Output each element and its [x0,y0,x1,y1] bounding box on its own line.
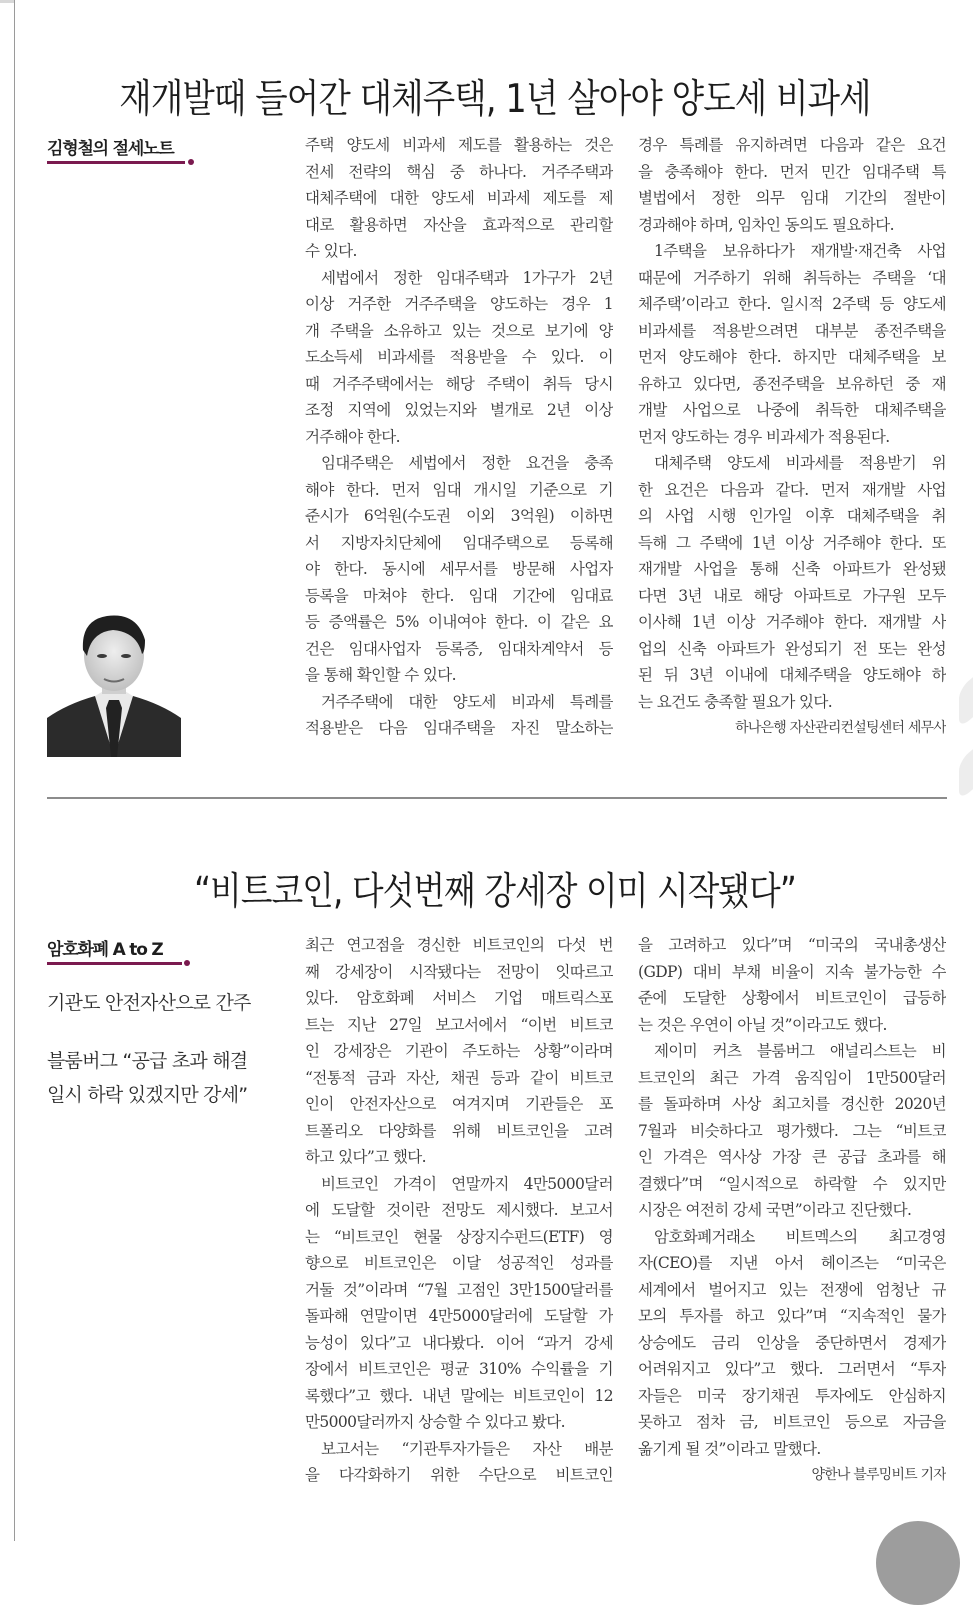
body-line: 제이미 커츠 블룸버그 애널리스트는 비 [654,1042,946,1060]
body-line: 등 증액률은 5% 이내여야 한다. 이 같은 요 [305,613,613,631]
body-line: 트코인의 최근 가격 움직임이 1만500달러 [638,1068,946,1087]
section-label-dot [184,960,190,966]
body-line: 7월과 비슷하다고 평가했다. 그는 “비트코 [638,1121,946,1140]
body-line: 별법에서 정한 의무 임대 기간의 절반이 [638,189,946,207]
body-line: 인 강세장은 기관이 주도하는 상황”이라며 [305,1042,613,1060]
article1-section-label [47,134,174,159]
article2-headline: “비트코인, 다섯번째 강세장 이미 시작됐다” [194,869,796,914]
body-line: 결했다”며 “일시적으로 하락할 수 있지만 [638,1174,946,1193]
body-line: 하고 있다”고 했다. [305,1148,426,1166]
body-line: 수 있다. [305,242,357,260]
body-line: 옮기게 될 것”이라고 말했다. [638,1439,821,1458]
body-line: 임대주택은 세법에서 정한 요건을 충족 [321,454,613,472]
body-line: 비트코인 가격이 연말까지 4만5000달러 [321,1174,613,1193]
article2-body-column-2 [638,932,946,1489]
body-line: 준에 도달한 상황에서 비트코인이 급등하 [638,989,946,1007]
article1-body-column-2 [638,132,946,742]
body-line: 체주택’이라고 한다. 일시적 2주택 등 양도세 [638,295,946,313]
body-line: 인이 안전자산으로 여겨지며 기관들은 포 [305,1095,613,1113]
body-line: 째 강세장이 시작됐다는 전망이 잇따르고 [305,962,613,981]
body-line: 경우 특례를 유지하려면 다음과 같은 요건 [638,136,946,154]
floating-action-button[interactable] [876,1521,960,1605]
body-line: 이상 거주한 거주주택을 양도하는 경우 1 [305,295,613,313]
article1-headline: 재개발때 들어간 대체주택, 1년 살아야 양도세 비과세 [119,77,871,123]
body-line: 적용받은 다음 임대주택을 자진 말소하는 [305,719,613,737]
body-line: 거주해야 한다. [305,427,400,446]
body-line: 못하고 점차 금, 비트코인 등으로 자금을 [638,1413,946,1431]
body-line: 만5000달러까지 상승할 수 있다고 봤다. [305,1413,565,1431]
body-line: 조정 지역에 있었는지와 별개로 2년 이상 [305,401,613,419]
body-line: 건은 임대사업자 등록증, 임대차계약서 등 [305,639,613,658]
body-line: 전세 전략의 핵심 중 하나다. 거주주택과 [305,162,613,181]
body-line: 득해 그 주택에 1년 이상 거주해야 한다. 또 [638,533,946,552]
body-line: 는 요건도 충족할 필요가 있다. [638,692,833,711]
body-line: 주택 양도세 비과세 제도를 활용하는 것은 [305,136,613,154]
article2-byline: 양한나 블루밍비트 기자 [811,1467,946,1483]
body-line: 는 것은 우연이 아닐 것”이라고도 했다. [638,1015,887,1034]
body-line: 자(CEO)를 지낸 아서 헤이즈는 “미국은 [638,1254,946,1272]
body-line: 암호화폐거래소 비트멕스의 최고경영 [654,1227,946,1246]
body-line: 보고서는 “기관투자가들은 자산 배분 [321,1439,613,1458]
body-line: 등록을 마쳐야 한다. 임대 기간에 임대료 [305,586,613,605]
body-line: 세계에서 벌어지고 있는 전쟁에 엄청난 규 [638,1280,946,1299]
body-line: 먼저 양도해야 한다. 하지만 대체주택을 보 [638,348,946,366]
body-line: 한 요건은 다음과 같다. 먼저 재개발 사업 [638,480,946,499]
body-line: 최근 연고점을 경신한 비트코인의 다섯 번 [305,936,613,954]
body-line: 비과세를 적용받으려면 대부분 종전주택을 [638,321,946,340]
article2-body-column-1 [305,932,613,1489]
body-line: 인 가격은 역사상 가장 큰 공급 초과를 해 [638,1148,946,1166]
section-label-underline [47,962,182,965]
body-line: 대체주택 양도세 비과세를 적용받기 위 [654,454,946,472]
body-line: 대로 활용하면 자산을 효과적으로 관리할 [305,215,613,234]
body-line: 상승에도 금리 인상을 중단하면서 경제가 [638,1333,946,1352]
section-label-text: 암호화폐 A to Z [47,940,163,960]
body-line: 경과해야 하며, 임차인 동의도 필요하다. [638,215,894,234]
section-label-text: 김형철의 절세노트 [47,139,174,159]
body-line: 재개발 사업을 통해 신축 아파트가 완성됐 [638,560,946,578]
article1-body-column-1 [305,132,613,742]
article2-section-label [47,935,163,960]
body-line: 모의 투자를 하고 있다”며 “지속적인 물가 [638,1307,946,1325]
page-corner [0,0,14,3]
columnist-portrait [47,600,181,757]
body-line: 세법에서 정한 임대주택과 1가구가 2년 [321,268,613,287]
body-line: 먼저 양도하는 경우 비과세가 적용된다. [638,427,890,446]
body-line: 에 도달할 것이란 전망도 제시했다. 보고서 [305,1201,613,1219]
body-line: 준시가 6억원(수도권 이외 3억원) 이하면 [305,507,613,525]
article-divider [47,797,947,799]
body-line: 시장은 여전히 강세 국면”이라고 진단했다. [638,1201,912,1219]
body-line: 이사해 1년 이상 거주해야 한다. 재개발 사 [638,613,946,631]
body-line: 를 돌파하며 사상 최고치를 경신한 2020년 [638,1095,946,1113]
page-edge-rule [14,0,15,1541]
body-line: 때 거주주택에서는 해당 주택이 취득 당시 [305,374,613,393]
body-line: 있다. 암호화폐 서비스 기업 매트릭스포 [305,989,613,1007]
body-line: 는 “비트코인 현물 상장지수펀드(ETF) 영 [305,1227,613,1246]
body-line: 도소득세 비과세를 적용받을 수 있다. 이 [305,348,613,366]
page-edge-mark [959,749,973,801]
body-line: 서 지방자치단체에 임대주택으로 등록해 [305,533,613,552]
body-line: 다면 3년 내로 해당 아파트로 가구원 모두 [638,586,946,605]
article2-subhead-1 [47,986,251,1020]
body-line: 의 사업 시행 인가일 이후 대체주택을 취 [638,507,946,525]
body-line: 때문에 거주하기 위해 취득하는 주택을 ‘대 [638,268,946,287]
body-line: 록했다”고 했다. 내년 말에는 비트코인이 12 [305,1386,613,1405]
body-line: 업의 신축 아파트가 완성되기 전 또는 완성 [638,639,946,658]
body-line: 개발 사업으로 나중에 취득한 대체주택을 [638,401,946,419]
body-line: 거둘 것”이라며 “7월 고점인 3만1500달러를 [305,1280,613,1299]
body-line: 을 다각화하기 위한 수단으로 비트코인 [305,1466,613,1484]
subhead-line: 블룸버그 “공급 초과 해결 [47,1050,248,1072]
subhead-line: 일시 하락 있겠지만 강세” [47,1084,248,1106]
body-line: 돌파해 연말이면 4만5000달러에 도달할 가 [305,1307,613,1325]
body-line: 장에서 비트코인은 평균 310% 수익률을 기 [305,1360,613,1378]
body-line: 을 고려하고 있다”며 “미국의 국내총생산 [638,936,946,954]
body-line: 개 주택을 소유하고 있는 것으로 보기에 양 [305,321,613,340]
body-line: 트폴리오 다양화를 위해 비트코인을 고려 [305,1121,613,1140]
body-line: 트는 지난 27일 보고서에서 “이번 비트코 [305,1015,613,1034]
body-line: 능성이 있다”고 내다봤다. 이어 “과거 강세 [305,1333,613,1352]
body-line: “전통적 금과 자산, 채권 등과 같이 비트코 [305,1068,613,1087]
body-line: 자들은 미국 장기채권 투자에도 안심하지 [638,1386,946,1405]
body-line: 어려워지고 있다”고 했다. 그러면서 “투자 [638,1360,946,1378]
body-line: (GDP) 대비 부채 비율이 지속 불가능한 수 [638,962,946,981]
body-line: 향으로 비트코인은 이달 성공적인 성과를 [305,1254,613,1272]
body-line: 유하고 있다면, 종전주택을 보유하던 중 재 [638,374,946,393]
section-label-underline [47,161,185,164]
subhead-line: 기관도 안전자산으로 간주 [47,992,251,1014]
body-line: 대체주택에 대한 양도세 비과세 제도를 제 [305,189,613,207]
article1-byline: 하나은행 자산관리컨설팅센터 세무사 [735,720,946,736]
body-line: 을 충족해야 한다. 먼저 민간 임대주택 특 [638,162,946,181]
body-line: 된 뒤 3년 이내에 대체주택을 양도해야 하 [638,666,946,684]
body-line: 1주택을 보유하다가 재개발·재건축 사업 [654,242,946,260]
article2-subhead-2 [47,1044,247,1112]
section-label-dot [188,159,194,165]
body-line: 해야 한다. 먼저 임대 개시일 기준으로 기 [305,480,613,499]
body-line: 을 통해 확인할 수 있다. [305,666,456,684]
body-line: 야 한다. 동시에 세무서를 방문해 사업자 [305,560,613,578]
body-line: 거주주택에 대한 양도세 비과세 특례를 [321,692,613,711]
person-photo-icon [47,600,181,757]
page-edge-mark [959,677,973,729]
